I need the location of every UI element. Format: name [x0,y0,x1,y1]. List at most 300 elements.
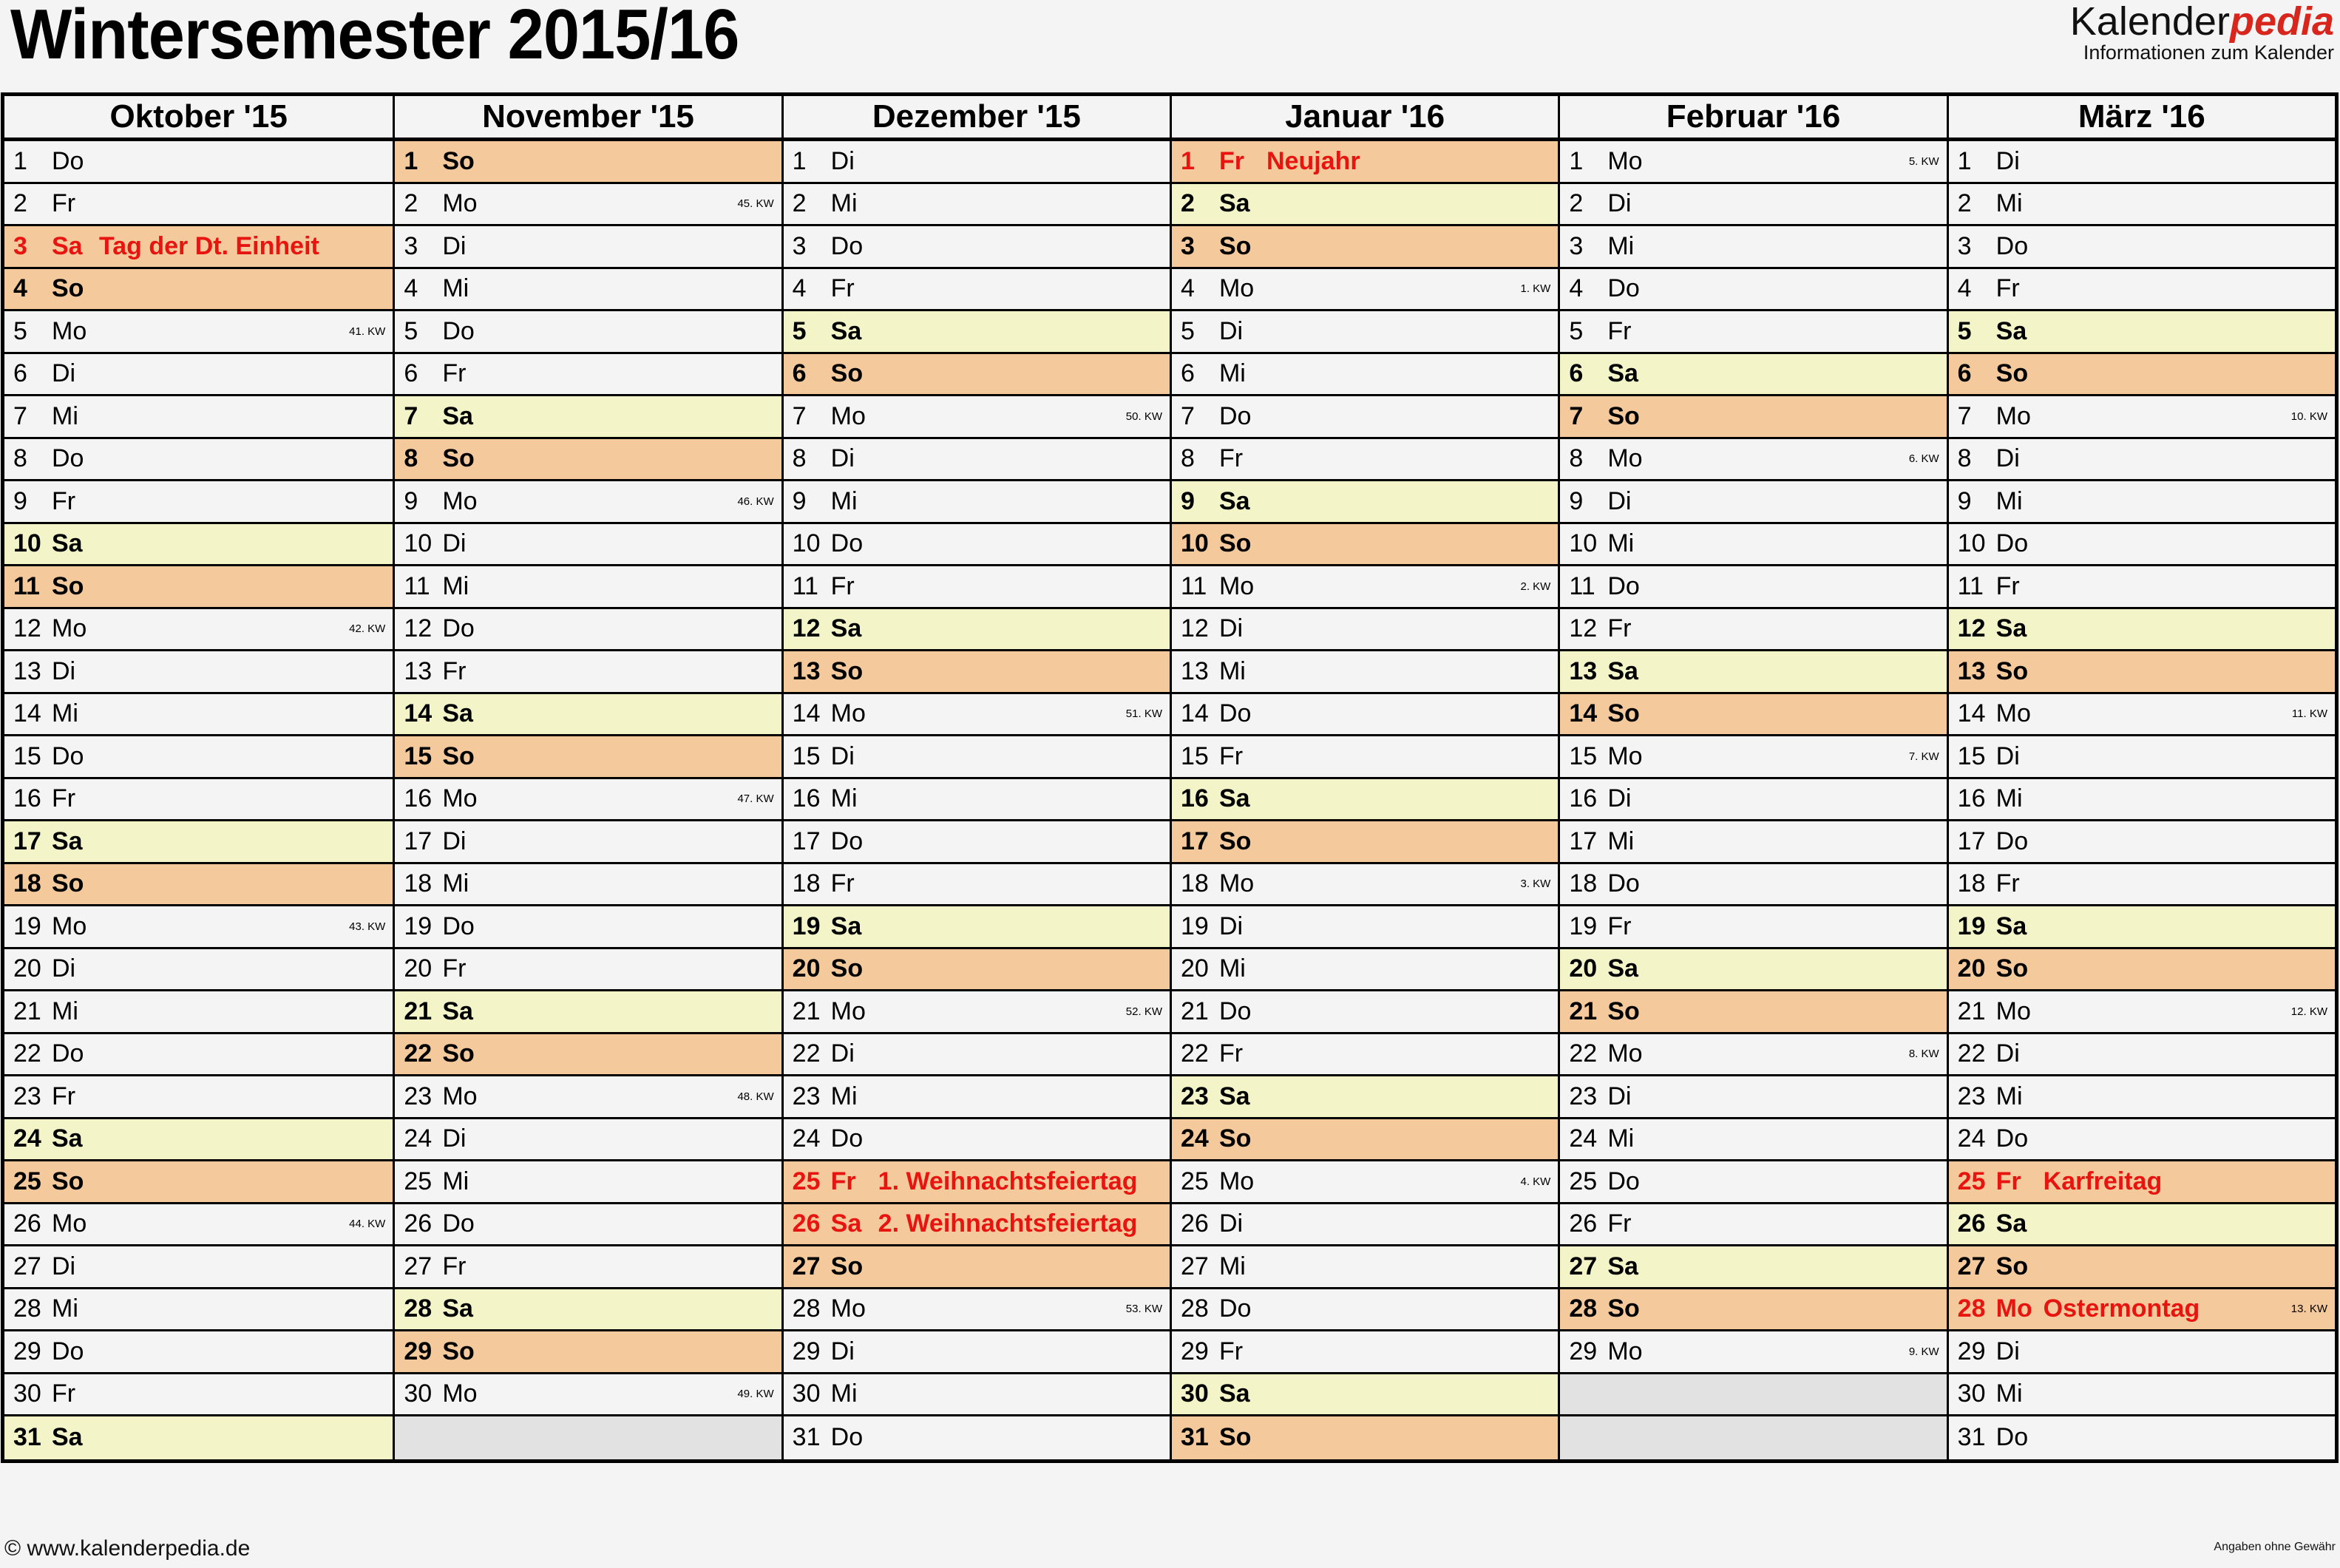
day-cell [395,1034,781,1077]
day-number: 7 [792,401,807,430]
day-number: 24 [1957,1124,1986,1153]
brand-name-accent: pedia [2229,0,2334,44]
weekday: Di [1218,316,1244,345]
weekday: Di [1995,444,2020,473]
day-number: 5 [1180,316,1195,345]
day-cell [784,651,1170,694]
month-header: Dezember '15 [784,96,1170,141]
weekday: Mo [830,699,866,728]
weekday: Di [830,444,855,473]
weekday: Sa [1218,189,1250,218]
day-number: 19 [1957,912,1986,940]
weekday: Mo [1607,444,1643,473]
day-cell [1172,311,1558,354]
day-cell [1560,226,1946,269]
weekday: Di [52,359,76,388]
weekday: Di [1607,784,1632,813]
day-cell [395,651,781,694]
day-number: 8 [1180,444,1195,473]
weekday: Do [52,444,84,473]
calendar-week-label: 43. KW [349,920,386,933]
empty-day-cell [1560,1374,1946,1417]
day-number: 18 [404,869,433,898]
day-number: 29 [792,1337,821,1365]
day-number: 21 [1569,997,1598,1025]
day-number: 2 [404,189,418,218]
day-number: 19 [13,912,41,940]
weekday: Sa [830,1209,862,1238]
day-number: 12 [1569,614,1598,643]
day-number: 4 [1957,274,1972,303]
weekday: Sa [442,401,473,430]
day-cell [784,354,1170,397]
day-number: 24 [13,1124,41,1153]
day-number: 10 [792,529,821,558]
day-number: 9 [1180,486,1195,515]
day-cell [4,1246,393,1289]
day-cell [4,694,393,737]
weekday: Sa [830,614,862,643]
day-cell [395,1204,781,1247]
day-number: 13 [1180,656,1209,685]
month-column [1947,96,2335,1459]
day-cell [1949,524,2335,567]
weekday: Fr [830,571,855,600]
day-number: 19 [792,912,821,940]
day-number: 21 [404,997,433,1025]
day-number: 16 [404,784,433,813]
day-number: 4 [404,274,418,303]
day-cell [1172,1076,1558,1119]
weekday: Sa [1607,954,1638,983]
weekday: Di [442,529,467,558]
day-cell [1949,779,2335,822]
day-number: 22 [792,1039,821,1068]
weekday: Do [52,146,84,175]
weekday: Fr [52,784,76,813]
weekday: Sa [1607,359,1638,388]
day-cell [395,949,781,992]
weekday: Sa [442,1294,473,1323]
day-number: 2 [13,189,27,218]
day-number: 23 [13,1082,41,1110]
day-cell [4,1161,393,1204]
weekday: So [1995,656,2029,685]
day-cell [1172,1119,1558,1162]
weekday: Mi [442,1167,469,1195]
day-cell [4,821,393,864]
weekday: Sa [1218,1379,1250,1408]
weekday: So [442,444,475,473]
weekday: So [52,1167,84,1195]
day-number: 14 [1957,699,1986,728]
day-cell [1560,269,1946,312]
day-cell [1949,1374,2335,1417]
day-number: 17 [792,827,821,855]
day-number: 7 [1569,401,1584,430]
day-cell [1172,779,1558,822]
day-cell [1949,1204,2335,1247]
weekday: Fr [1218,444,1244,473]
day-number: 8 [404,444,418,473]
weekday: Mi [1995,1082,2023,1110]
weekday: Fr [1218,1337,1244,1365]
day-cell [1560,439,1946,482]
day-number: 31 [792,1423,821,1452]
day-number: 27 [13,1252,41,1280]
brand-tagline: Informationen zum Kalender [2083,41,2334,64]
weekday: Do [1995,231,2029,260]
day-number: 5 [13,316,27,345]
day-number: 9 [1957,486,1972,515]
day-number: 30 [13,1379,41,1408]
day-cell [4,1289,393,1332]
day-cell [395,1076,781,1119]
day-cell [1172,396,1558,439]
day-number: 21 [1957,997,1986,1025]
day-cell [784,694,1170,737]
day-number: 25 [792,1167,821,1195]
day-cell [1949,141,2335,184]
day-number: 5 [1569,316,1584,345]
month-column [1558,96,1946,1459]
weekday: Di [1218,912,1244,940]
day-cell [4,311,393,354]
day-number: 22 [1569,1039,1598,1068]
weekday: Mo [1218,869,1255,898]
weekday: Mi [52,699,78,728]
day-cell [1949,1331,2335,1374]
weekday: Mo [1218,571,1255,600]
day-number: 1 [13,146,27,175]
weekday: Sa [1995,316,2027,345]
day-number: 13 [1957,656,1986,685]
day-number: 13 [1569,656,1598,685]
day-cell [1560,821,1946,864]
weekday: Do [1218,997,1252,1025]
weekday: Mo [1995,699,2031,728]
day-number: 10 [1180,529,1209,558]
day-number: 1 [792,146,807,175]
holiday-name: 1. Weihnachtsfeiertag [878,1167,1138,1195]
weekday: Fr [1995,274,2020,303]
day-cell [4,651,393,694]
day-cell [1560,906,1946,949]
weekday: Di [830,1039,855,1068]
weekday: Fr [442,1252,467,1280]
weekday: Sa [442,997,473,1025]
day-cell [784,609,1170,652]
calendar-week-label: 49. KW [737,1388,774,1401]
day-cell [1172,821,1558,864]
weekday: Do [1607,274,1640,303]
day-cell [4,1119,393,1162]
weekday: Sa [1218,784,1250,813]
day-number: 17 [1957,827,1986,855]
holiday-name: 2. Weihnachtsfeiertag [878,1209,1138,1238]
day-cell [4,184,393,227]
weekday: Mo [1607,741,1643,770]
day-number: 19 [1569,912,1598,940]
weekday: Do [1995,827,2029,855]
day-number: 24 [1569,1124,1598,1153]
day-number: 11 [1569,571,1595,600]
weekday: Mo [830,401,866,430]
day-number: 9 [13,486,27,515]
day-number: 21 [792,997,821,1025]
day-number: 28 [1957,1294,1986,1323]
weekday: Sa [442,699,473,728]
brand-logo[interactable] [2070,0,2334,64]
weekday: So [830,1252,864,1280]
weekday: Mo [442,1379,478,1408]
weekday: Fr [52,486,76,515]
day-cell [784,949,1170,992]
day-number: 24 [404,1124,433,1153]
weekday: Mi [442,869,469,898]
day-cell [784,906,1170,949]
weekday: So [1607,401,1640,430]
day-number: 28 [792,1294,821,1323]
day-number: 28 [404,1294,433,1323]
day-cell [1949,651,2335,694]
day-cell [784,141,1170,184]
day-number: 5 [404,316,418,345]
day-cell [1560,524,1946,567]
day-number: 1 [404,146,418,175]
weekday: Do [1218,699,1252,728]
weekday: Mo [442,486,478,515]
day-cell [784,311,1170,354]
day-cell [395,141,781,184]
weekday: Fr [1995,571,2020,600]
day-cell [1172,864,1558,907]
weekday: Mo [1607,146,1643,175]
weekday: Di [830,741,855,770]
day-number: 10 [1569,529,1598,558]
day-number: 9 [404,486,418,515]
weekday: Di [1995,741,2020,770]
day-number: 4 [13,274,27,303]
day-number: 1 [1957,146,1972,175]
day-number: 2 [1957,189,1972,218]
day-number: 3 [1180,231,1195,260]
month-header: Februar '16 [1560,96,1946,141]
day-cell [1560,1331,1946,1374]
day-cell [395,1289,781,1332]
day-number: 26 [13,1209,41,1238]
weekday: So [442,1337,475,1365]
weekday: Sa [52,529,83,558]
day-cell [1172,226,1558,269]
day-number: 20 [792,954,821,983]
day-number: 22 [1180,1039,1209,1068]
day-number: 20 [1957,954,1986,983]
day-number: 30 [1957,1379,1986,1408]
day-cell [1560,481,1946,524]
day-cell [1172,694,1558,737]
weekday: Di [1995,1039,2020,1068]
calendar-week-label: 51. KW [1125,707,1162,721]
day-cell [1949,1246,2335,1289]
day-cell [1949,566,2335,609]
day-cell [1560,779,1946,822]
weekday: Mi [830,486,858,515]
day-number: 19 [404,912,433,940]
day-number: 7 [13,401,27,430]
weekday: Di [52,954,76,983]
holiday-day-cell [4,226,393,269]
day-cell [784,736,1170,779]
weekday: Fr [52,1379,76,1408]
day-cell [784,1416,1170,1459]
copyright-link[interactable]: © www.kalenderpedia.de [4,1536,251,1561]
weekday: Do [442,1209,475,1238]
day-number: 10 [1957,529,1986,558]
day-cell [4,1076,393,1119]
day-number: 2 [1569,189,1584,218]
day-number: 30 [1180,1379,1209,1408]
month-column [393,96,781,1459]
day-number: 13 [404,656,433,685]
day-number: 6 [1569,359,1584,388]
day-number: 22 [1957,1039,1986,1068]
day-cell [784,821,1170,864]
day-number: 11 [1957,571,1984,600]
day-number: 20 [1569,954,1598,983]
brand-name-plain: Kalender [2069,0,2230,44]
day-number: 30 [404,1379,433,1408]
empty-day-cell [395,1416,781,1459]
empty-day-cell [1560,1416,1946,1459]
weekday: Fr [1607,1209,1632,1238]
day-number: 31 [1957,1423,1986,1452]
day-number: 31 [1180,1423,1209,1452]
month-column [1170,96,1558,1459]
calendar-week-label: 10. KW [2290,410,2327,423]
day-number: 15 [1180,741,1209,770]
day-cell [1949,396,2335,439]
weekday: Di [52,656,76,685]
day-cell [4,1034,393,1077]
weekday: Mo [1607,1039,1643,1068]
weekday: So [1218,1124,1252,1153]
calendar-week-label: 3. KW [1520,878,1551,891]
weekday: Mi [1995,486,2023,515]
day-cell [1949,991,2335,1034]
weekday: Do [1218,401,1252,430]
day-number: 29 [13,1337,41,1365]
calendar-week-label: 1. KW [1520,282,1551,296]
weekday: So [830,359,864,388]
day-cell [784,566,1170,609]
day-cell [784,269,1170,312]
weekday: Mi [1607,529,1635,558]
day-number: 4 [1569,274,1584,303]
day-cell [395,354,781,397]
weekday: Mi [1218,656,1246,685]
day-number: 15 [1569,741,1598,770]
day-number: 18 [13,869,41,898]
day-number: 19 [1180,912,1209,940]
day-cell [395,821,781,864]
day-cell [395,609,781,652]
calendar-week-label: 8. KW [1908,1048,1939,1061]
weekday: Mo [442,784,478,813]
day-cell [1172,609,1558,652]
weekday: Do [1607,571,1640,600]
weekday: Mo [1218,1167,1255,1195]
weekday: Mo [442,1082,478,1110]
weekday: Mo [442,189,478,218]
holiday-name: Karfreitag [2043,1167,2163,1195]
weekday: Do [442,614,475,643]
weekday: Sa [1607,1252,1638,1280]
day-cell [395,439,781,482]
weekday: Mi [1218,359,1246,388]
day-number: 26 [792,1209,821,1238]
day-number: 12 [13,614,41,643]
day-cell [1172,906,1558,949]
weekday: Mi [830,784,858,813]
day-cell [1560,1289,1946,1332]
day-number: 5 [1957,316,1972,345]
weekday: Do [1995,529,2029,558]
weekday: Mi [1607,1124,1635,1153]
day-number: 29 [1957,1337,1986,1365]
day-cell [4,609,393,652]
day-cell [784,524,1170,567]
weekday: Mi [1218,954,1246,983]
day-cell [1949,1119,2335,1162]
day-cell [4,906,393,949]
weekday: Do [830,231,864,260]
holiday-day-cell [1949,1161,2335,1204]
day-number: 9 [1569,486,1584,515]
weekday: Mo [830,997,866,1025]
weekday: Do [1607,869,1640,898]
day-cell [1560,609,1946,652]
day-cell [784,1034,1170,1077]
weekday: Do [52,1039,84,1068]
day-number: 4 [792,274,807,303]
day-cell [395,864,781,907]
weekday: So [1218,827,1252,855]
day-number: 18 [792,869,821,898]
day-cell [1172,524,1558,567]
day-cell [4,1374,393,1417]
day-cell [4,566,393,609]
day-cell [1560,1246,1946,1289]
day-number: 14 [1569,699,1598,728]
day-cell [4,439,393,482]
month-header: März '16 [1949,96,2335,141]
weekday: So [1218,231,1252,260]
day-cell [1172,1374,1558,1417]
day-cell [4,141,393,184]
day-number: 16 [792,784,821,813]
weekday: Fr [830,869,855,898]
day-number: 3 [13,231,27,260]
weekday: Do [1607,1167,1640,1195]
day-cell [4,1416,393,1459]
holiday-name: Tag der Dt. Einheit [99,231,319,260]
day-cell [784,1374,1170,1417]
day-cell [1560,1034,1946,1077]
weekday: Mo [1218,274,1255,303]
weekday: Mi [1995,189,2023,218]
day-number: 22 [404,1039,433,1068]
